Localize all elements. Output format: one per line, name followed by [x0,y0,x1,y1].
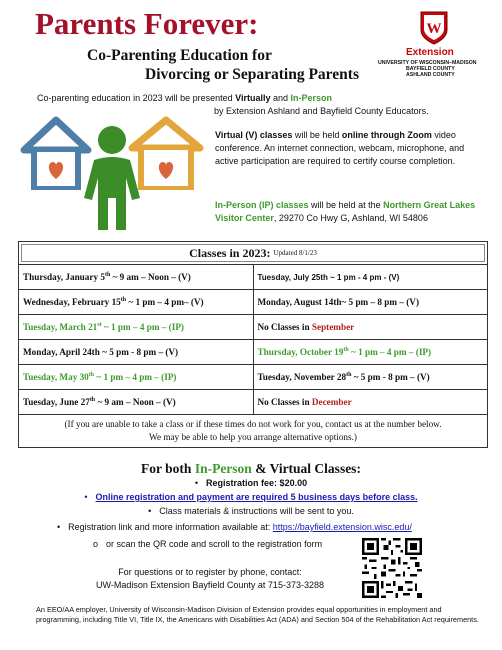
schedule-heading: Classes in 2023: Updated 8/1/23 [21,244,485,262]
class-date-cell: Tuesday, November 28th ~ 5 pm - 8 pm – (V) [253,365,488,390]
logo-line-3: ASHLAND COUNTY [406,72,455,78]
virtual-info: Virtual (V) classes will be held online through Zoom video conference. An internet connection, webcam, microphone, and active participation are required to certify course completion. [215,130,465,166]
class-date-cell: Monday, August 14th~ 5 pm – 8 pm – (V) [253,290,488,315]
class-date-cell: Tuesday, May 30th ~ 1 pm – 4 pm – (IP) [19,365,254,390]
class-date-cell: Thursday, October 19th ~ 1 pm – 4 pm – (IP) [253,340,488,365]
class-date-cell: Wednesday, February 15th ~ 1 pm – 4 pm– (V) [19,290,254,315]
schedule-table [18,241,488,448]
intro-line-2: by Extension Ashland and Bayfield County Educators. [214,106,429,116]
qr-instruction: o or scan the QR code and scroll to the registration form [93,539,323,549]
eeo-footer: An EEO/AA employer, University of Wisconsin-Madison Division of Extension provides equal opportunities in employment and programming, including Title VI, Title IX, the Americans with Disabilities Act (ADA) and Section 504 of the Rehabilitation Act requirements. [36,605,479,624]
family-houses-illustration [20,116,205,234]
registration-link[interactable]: https://bayfield.extension.wisc.edu/ [272,522,412,532]
online-item: • Online registration and payment are required 5 business days before class. [84,492,418,502]
schedule-header-cell [19,242,488,265]
house-left-icon [24,120,88,190]
class-date-cell: Tuesday, March 21st ~ 1 pm – 4 pm – (IP) [19,315,254,340]
intro-line-1: Co-parenting education in 2023 will be presented Virtually and In-Person [37,93,333,103]
subtitle-line-2: Divorcing or Separating Parents [145,66,359,83]
materials-item: • Class materials & instructions will be sent to you. [148,506,354,516]
online-registration-link[interactable]: Online registration and payment are required 5 business days before class. [95,492,418,502]
qr-code[interactable] [362,538,422,598]
logo-extension-text: Extension [406,47,454,58]
class-date-cell: Tuesday, June 27th ~ 9 am – Noon – (V) [19,390,254,415]
logo-line-1: UNIVERSITY OF WISCONSIN–MADISON [378,60,477,66]
both-classes-heading: For both In-Person & Virtual Classes: [141,461,361,476]
uw-crest-icon [419,10,449,46]
svg-text:W: W [426,21,442,37]
in-person-info: In-Person (IP) classes will be held at the Northern Great Lakes Visitor Center, 29270 Co Hwy G, Ashland, WI 54806 [215,200,476,223]
no-class-cell: No Classes in September [253,315,488,340]
house-right-icon [132,120,200,190]
class-date-cell: Monday, April 24th ~ 5 pm - 8 pm – (V) [19,340,254,365]
fee-item: • Registration fee: $20.00 [194,478,308,488]
class-date-cell: Thursday, January 5th ~ 9 am – Noon – (V) [19,265,254,290]
schedule-table-container [18,241,488,448]
logo-line-2: BAYFIELD COUNTY [406,66,455,72]
contact-line-1: For questions or to register by phone, contact: [118,567,302,577]
contact-line-2: UW-Madison Extension Bayfield County at 715-373-3288 [96,580,324,590]
person-icon [84,126,140,230]
no-class-cell: No Classes in December [253,390,488,415]
page-title: Parents Forever: [35,6,259,41]
extension-logo [378,10,493,90]
subtitle-line-1: Co-Parenting Education for [87,47,272,64]
schedule-note: (If you are unable to take a class or if these times do not work for you, contact us at the number below. We may be able to help you arrange alternative options.) [19,415,488,448]
class-date-cell: Tuesday, July 25th ~ 1 pm - 4 pm - (V) [253,265,488,290]
registration-item: • Registration link and more information available at: https://bayfield.extension.wisc.edu/ [57,522,412,532]
